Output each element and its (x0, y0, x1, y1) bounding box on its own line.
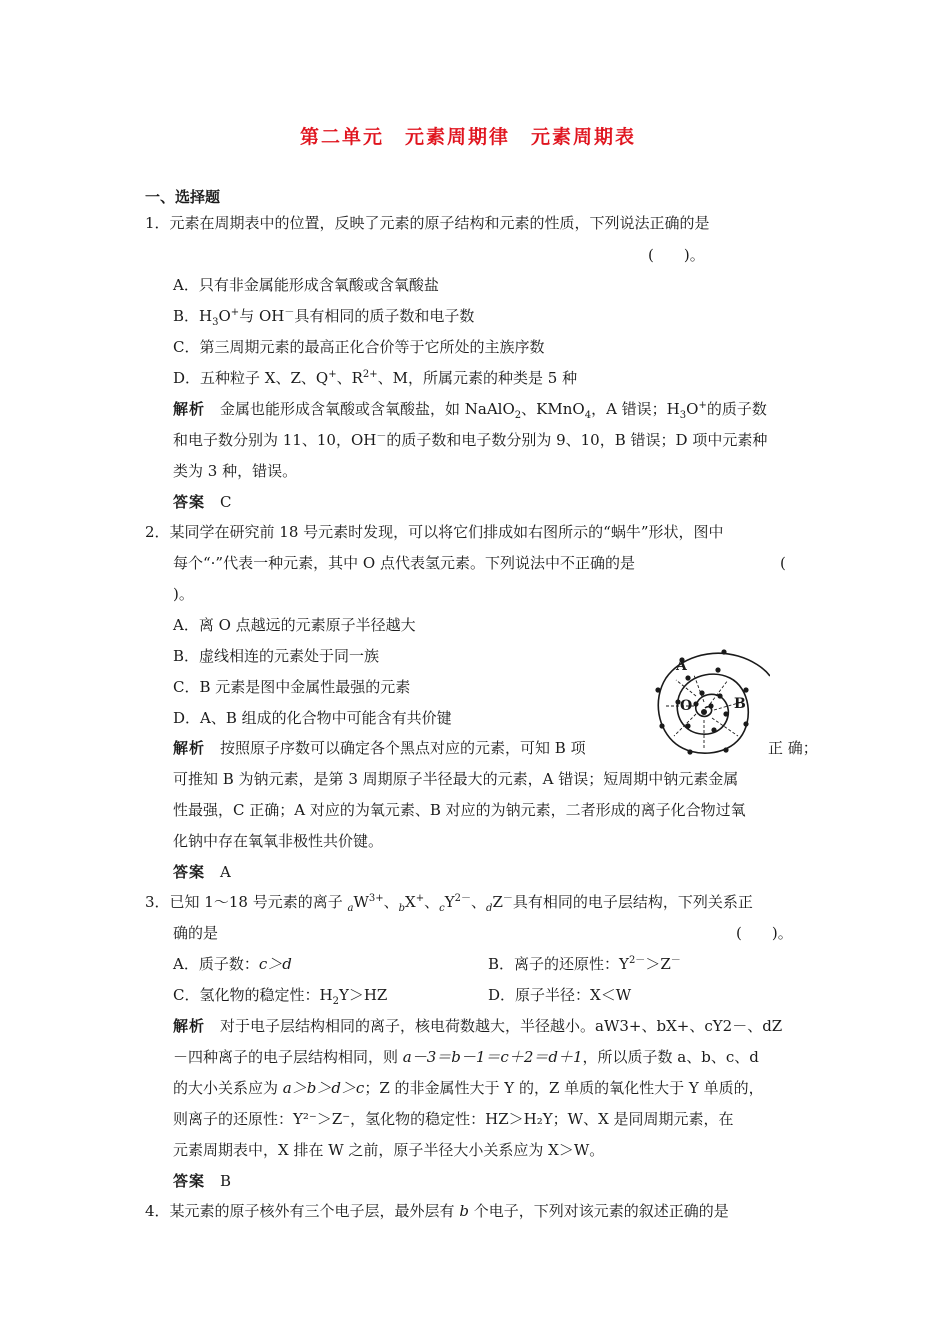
section-heading: 一、选择题 (145, 188, 221, 206)
q3-stem-line2: 确的是 (173, 924, 219, 942)
q3-explanation-line5: 元素周期表中，X 排在 W 之前，原子半径大小关系应为 X＞W。 (173, 1141, 605, 1159)
snail-label-o: O (680, 698, 693, 714)
q3-explanation-line2: －四种离子的电子层结构相同，则 a－3＝b－1＝c＋2＝d＋1，所以质子数 a、b、c、d (173, 1048, 759, 1066)
q1-option-c: C．第三周期元素的最高正化合价等于它所处的主族序数 (173, 338, 545, 356)
q1-answer-label: 答案 (173, 493, 206, 511)
q3-option-b: B．离子的还原性：$Y^{2-}>Z^-$ (488, 955, 681, 973)
q3-explanation-line1: 解析 对于电子层结构相同的离子，核电荷数越大，半径越小。aW3+、bX+、cY2－、dZ (173, 1017, 783, 1035)
q3-answer-label: 答案 (173, 1172, 206, 1190)
q3-stem-line1: 3．已知 1～18 号元素的离子 $_aW^{3+}$、$_b$X+、$_cY^{2-}$、$_d$Z－具有相同的电子层结构，下列关系正 (145, 893, 753, 914)
q3-explanation-label: 解析 (173, 1017, 206, 1035)
q4-stem: 4．某元素的原子核外有三个电子层，最外层有 b 个电子，下列对该元素的叙述正确的是 (145, 1202, 729, 1220)
q2-option-a: A．离 O 点越远的元素原子半径越大 (173, 616, 416, 634)
q1-explanation-label: 解析 (173, 400, 206, 418)
q2-explanation-line3: 性最强，C 正确；A 对应的为氧元素、B 对应的为钠元素，二者形成的离子化合物过氧 (173, 801, 746, 819)
q2-explanation-line1: 解析 按照原子序数可以确定各个黑点对应的元素，可知 B 项 (173, 739, 586, 757)
q2-option-b: B．虚线相连的元素处于同一族 (173, 647, 380, 665)
q2-explanation-line1-right: 正 确； (768, 739, 818, 757)
snail-label-b: B (734, 696, 746, 712)
q2-explanation-line2: 可推知 B 为钠元素，是第 3 周期原子半径最大的元素，A 错误；短周期中钠元素金属 (173, 770, 739, 788)
q2-stem-line2: 每个“·”代表一种元素，其中 O 点代表氢元素。下列说法中不正确的是 (173, 554, 635, 572)
q2-option-c: C．B 元素是图中金属性最强的元素 (173, 678, 411, 696)
q2-answer-label: 答案 (173, 863, 206, 881)
q3-answer: 答案 B (173, 1172, 232, 1190)
q1-option-d: D．五种粒子 X、Z、Q+、$R^{2+}$、M，所属元素的种类是 5 种 (173, 369, 578, 387)
q3-option-d: D．原子半径：X＜W (488, 986, 632, 1004)
q1-explanation-line3: 类为 3 种，错误。 (173, 462, 298, 480)
q3-option-a: A．质子数：c＞d (173, 955, 292, 973)
q2-paren-open: ( (780, 554, 786, 572)
q1-option-b: B．$H_3O^+$与 OH－具有相同的质子数和电子数 (173, 307, 475, 328)
snail-label-a: A (676, 658, 687, 674)
q1-answer: 答案 C (173, 493, 232, 511)
q3-option-c: C．氢化物的稳定性：$H_2Y>HZ$ (173, 986, 388, 1007)
q1-explanation-line1: 解析 金属也能形成含氧酸或含氧酸盐，如 NaAlO$_2$、KMnO$_4$，A 错误；$H_3O^+$的质子数 (173, 400, 767, 421)
q1-explanation-line2: 和电子数分别为 11、10，OH－的质子数和电子数分别为 9、10，B 错误；D 项中元素种 (173, 431, 768, 449)
q1-option-a: A．只有非金属能形成含氧酸或含氧酸盐 (173, 276, 439, 294)
snail-diagram (640, 640, 770, 770)
q3-explanation-line4: 则离子的还原性：Y²⁻＞Z⁻，氢化物的稳定性：HZ＞H₂Y；W、X 是同周期元素，在 (173, 1110, 734, 1128)
q2-explanation-line4: 化钠中存在氧氧非极性共价键。 (173, 832, 384, 850)
page-title: 第二单元 元素周期律 元素周期表 (300, 126, 637, 148)
q2-answer: 答案 A (173, 863, 231, 881)
q2-stem-line3: )。 (173, 585, 194, 603)
q1-answer-paren: ( )。 (648, 246, 705, 264)
q2-explanation-label: 解析 (173, 739, 206, 757)
q3-explanation-line3: 的大小关系应为 a＞b＞d＞c；Z 的非金属性大于 Y 的，Z 单质的氧化性大于 Y 单质的， (173, 1079, 764, 1097)
q2-stem-line1: 2．某同学在研究前 18 号元素时发现，可以将它们排成如右图所示的“蜗牛”形状，图中 (145, 523, 724, 541)
q1-stem: 1．元素在周期表中的位置，反映了元素的原子结构和元素的性质，下列说法正确的是 (145, 214, 710, 232)
q2-option-d: D．A、B 组成的化合物中可能含有共价键 (173, 709, 452, 727)
q3-answer-paren: ( )。 (736, 924, 793, 942)
